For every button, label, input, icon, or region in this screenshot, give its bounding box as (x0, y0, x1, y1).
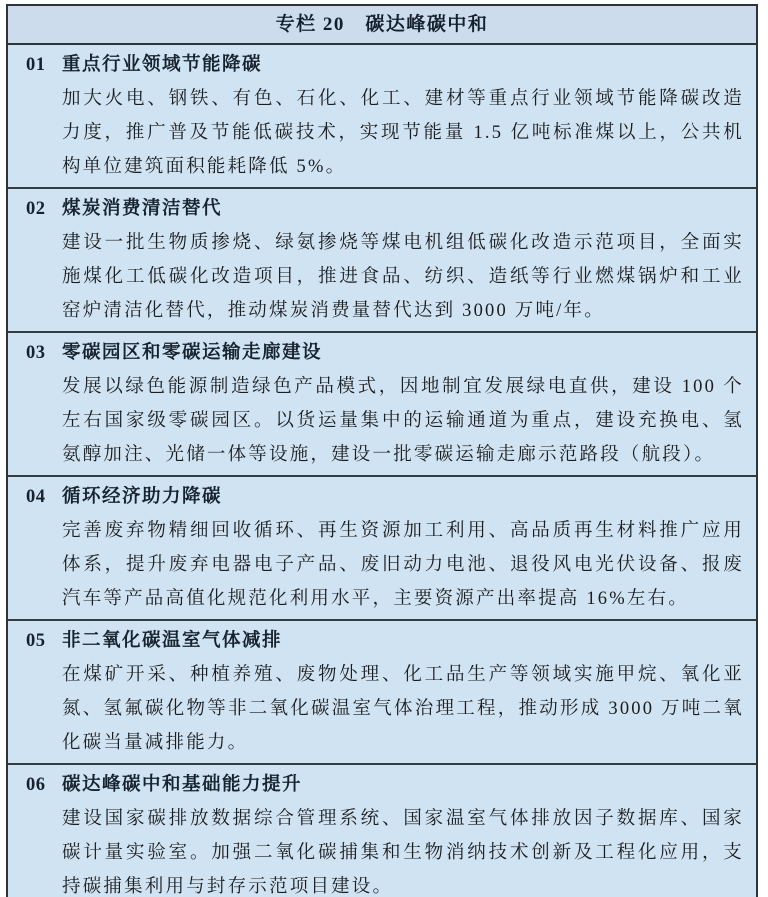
section-row-05 (8, 621, 756, 765)
section-head (8, 194, 756, 224)
section-row-06 (8, 765, 756, 897)
policy-box-panel (6, 4, 758, 897)
section-body: 完善废弃物精细回收循环、再生资源加工利用、高品质再生材料推广应用体系，提升废弃电器电子产品、废旧动力电池、退役风电光伏设备、报废汽车等产品高值化规范化利用水平，主要资源产出率提高 16%左右。 (62, 521, 744, 609)
section-heading: 零碳园区和零碳运输走廊建设 (62, 343, 323, 363)
section-row-04 (8, 477, 756, 621)
section-body: 发展以绿色能源制造绿色产品模式，因地制宜发展绿电直供，建设 100 个左右国家级零碳园区。以货运量集中的运输通道为重点，建设充换电、氢氨醇加注、光储一体等设施，建设一批零碳运输走廊示范路段（航段）。 (62, 377, 744, 465)
section-heading: 碳达峰碳中和基础能力提升 (62, 775, 303, 795)
section-number: 02 (26, 199, 46, 219)
panel-title: 专栏 20 碳达峰碳中和 (275, 14, 489, 35)
section-head (8, 338, 756, 368)
section-row-01 (8, 45, 756, 189)
section-row-03 (8, 333, 756, 477)
section-heading: 煤炭消费清洁替代 (62, 199, 223, 219)
section-number: 06 (26, 775, 46, 795)
section-heading: 循环经济助力降碳 (62, 487, 223, 507)
section-number: 05 (26, 631, 46, 651)
section-head (8, 482, 756, 512)
section-head (8, 50, 756, 80)
section-body: 建设国家碳排放数据综合管理系统、国家温室气体排放因子数据库、国家碳计量实验室。加强二氧化碳捕集和生物消纳技术创新及工程化应用，支持碳捕集利用与封存示范项目建设。 (62, 809, 744, 897)
section-head (8, 626, 756, 656)
section-heading: 非二氧化碳温室气体减排 (62, 631, 283, 651)
section-body: 加大火电、钢铁、有色、石化、化工、建材等重点行业领域节能降碳改造力度，推广普及节能低碳技术，实现节能量 1.5 亿吨标准煤以上，公共机构单位建筑面积能耗降低 5%。 (62, 89, 744, 177)
section-number: 01 (26, 55, 46, 75)
section-head (8, 770, 756, 800)
section-heading: 重点行业领域节能降碳 (62, 55, 263, 75)
section-row-02 (8, 189, 756, 333)
section-body: 在煤矿开采、种植养殖、废物处理、化工品生产等领域实施甲烷、氧化亚氮、氢氟碳化物等非二氧化碳温室气体治理工程，推动形成 3000 万吨二氧化碳当量减排能力。 (62, 665, 744, 753)
section-number: 04 (26, 487, 46, 507)
panel-header (8, 6, 756, 45)
section-body: 建设一批生物质掺烧、绿氨掺烧等煤电机组低碳化改造示范项目，全面实施煤化工低碳化改造项目，推进食品、纺织、造纸等行业燃煤锅炉和工业窑炉清洁化替代，推动煤炭消费量替代达到 3000 万吨/年。 (62, 233, 744, 321)
section-number: 03 (26, 343, 46, 363)
